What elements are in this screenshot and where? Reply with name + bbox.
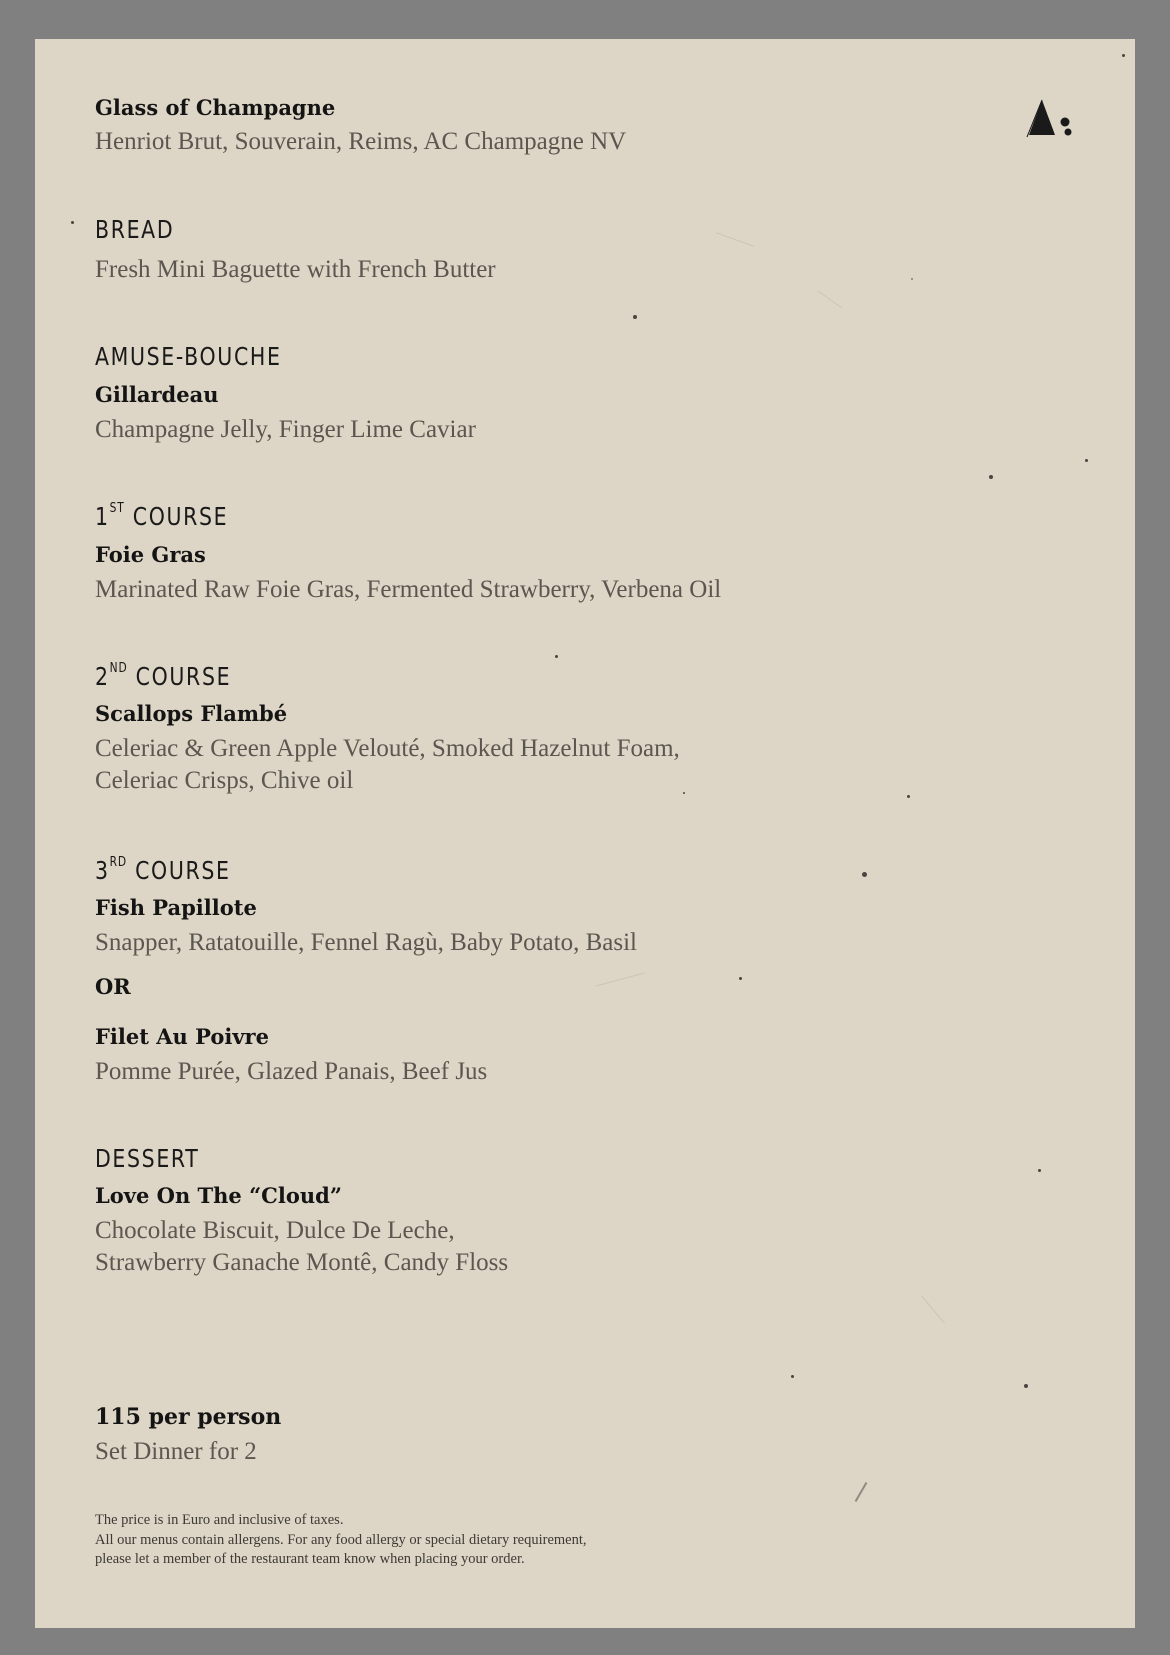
- dessert-description-line-2: Strawberry Ganache Montê, Candy Floss: [95, 1249, 509, 1276]
- third-course-or: OR: [95, 974, 131, 999]
- third-course-dish-2: Filet Au Poivre: [95, 1024, 269, 1049]
- third-course-description-1: Snapper, Ratatouille, Fennel Ragù, Baby Potato, Basil: [95, 929, 637, 956]
- bread-heading: BREAD: [95, 215, 175, 244]
- second-course-description-line-2: Celeriac Crisps, Chive oil: [95, 767, 354, 794]
- second-course-heading: [95, 662, 231, 691]
- course-number: 2: [95, 662, 110, 691]
- third-course-description-2: Pomme Purée, Glazed Panais, Beef Jus: [95, 1058, 488, 1085]
- amuse-bouche-dish: Gillardeau: [95, 382, 219, 407]
- price-per-person: 115 per person: [95, 1404, 282, 1430]
- third-course-dish-1: Fish Papillote: [95, 895, 257, 920]
- course-number: 1: [95, 502, 110, 531]
- course-ordinal-suffix: RD: [109, 854, 127, 870]
- amuse-bouche-description: Champagne Jelly, Finger Lime Caviar: [95, 416, 476, 443]
- amuse-bouche-heading: AMUSE-BOUCHE: [95, 342, 282, 371]
- second-course-dish: Scallops Flambé: [95, 701, 288, 726]
- course-word: COURSE: [135, 662, 232, 691]
- footer-line-3: please let a member of the restaurant team know when placing your order.: [95, 1551, 525, 1567]
- bread-description: Fresh Mini Baguette with French Butter: [95, 256, 496, 283]
- course-ordinal-suffix: ST: [109, 500, 125, 516]
- footer-line-2: All our menus contain allergens. For any food allergy or special dietary requirement,: [95, 1531, 587, 1548]
- footer-line-1: The price is in Euro and inclusive of taxes.: [95, 1512, 344, 1528]
- second-course-description-line-1: Celeriac & Green Apple Velouté, Smoked Hazelnut Foam,: [95, 735, 680, 762]
- price-note: Set Dinner for 2: [95, 1438, 257, 1465]
- menu-sheet: [35, 39, 1135, 1628]
- champagne-title: Glass of Champagne: [95, 95, 336, 120]
- course-word: COURSE: [132, 502, 229, 531]
- course-number: 3: [95, 856, 110, 885]
- restaurant-logo-icon: [1025, 97, 1077, 139]
- dessert-heading: DESSERT: [95, 1144, 200, 1173]
- dessert-description-line-1: Chocolate Biscuit, Dulce De Leche,: [95, 1217, 455, 1244]
- course-word: COURSE: [135, 856, 231, 885]
- first-course-dish: Foie Gras: [95, 542, 206, 567]
- champagne-description: Henriot Brut, Souverain, Reims, AC Champagne NV: [95, 128, 627, 155]
- course-ordinal-suffix: ND: [109, 660, 128, 676]
- dessert-dish: Love On The “Cloud”: [95, 1183, 342, 1208]
- third-course-heading: [95, 856, 231, 885]
- footer-note: [95, 1511, 587, 1570]
- first-course-description: Marinated Raw Foie Gras, Fermented Strawberry, Verbena Oil: [95, 576, 722, 603]
- first-course-heading: [95, 502, 228, 531]
